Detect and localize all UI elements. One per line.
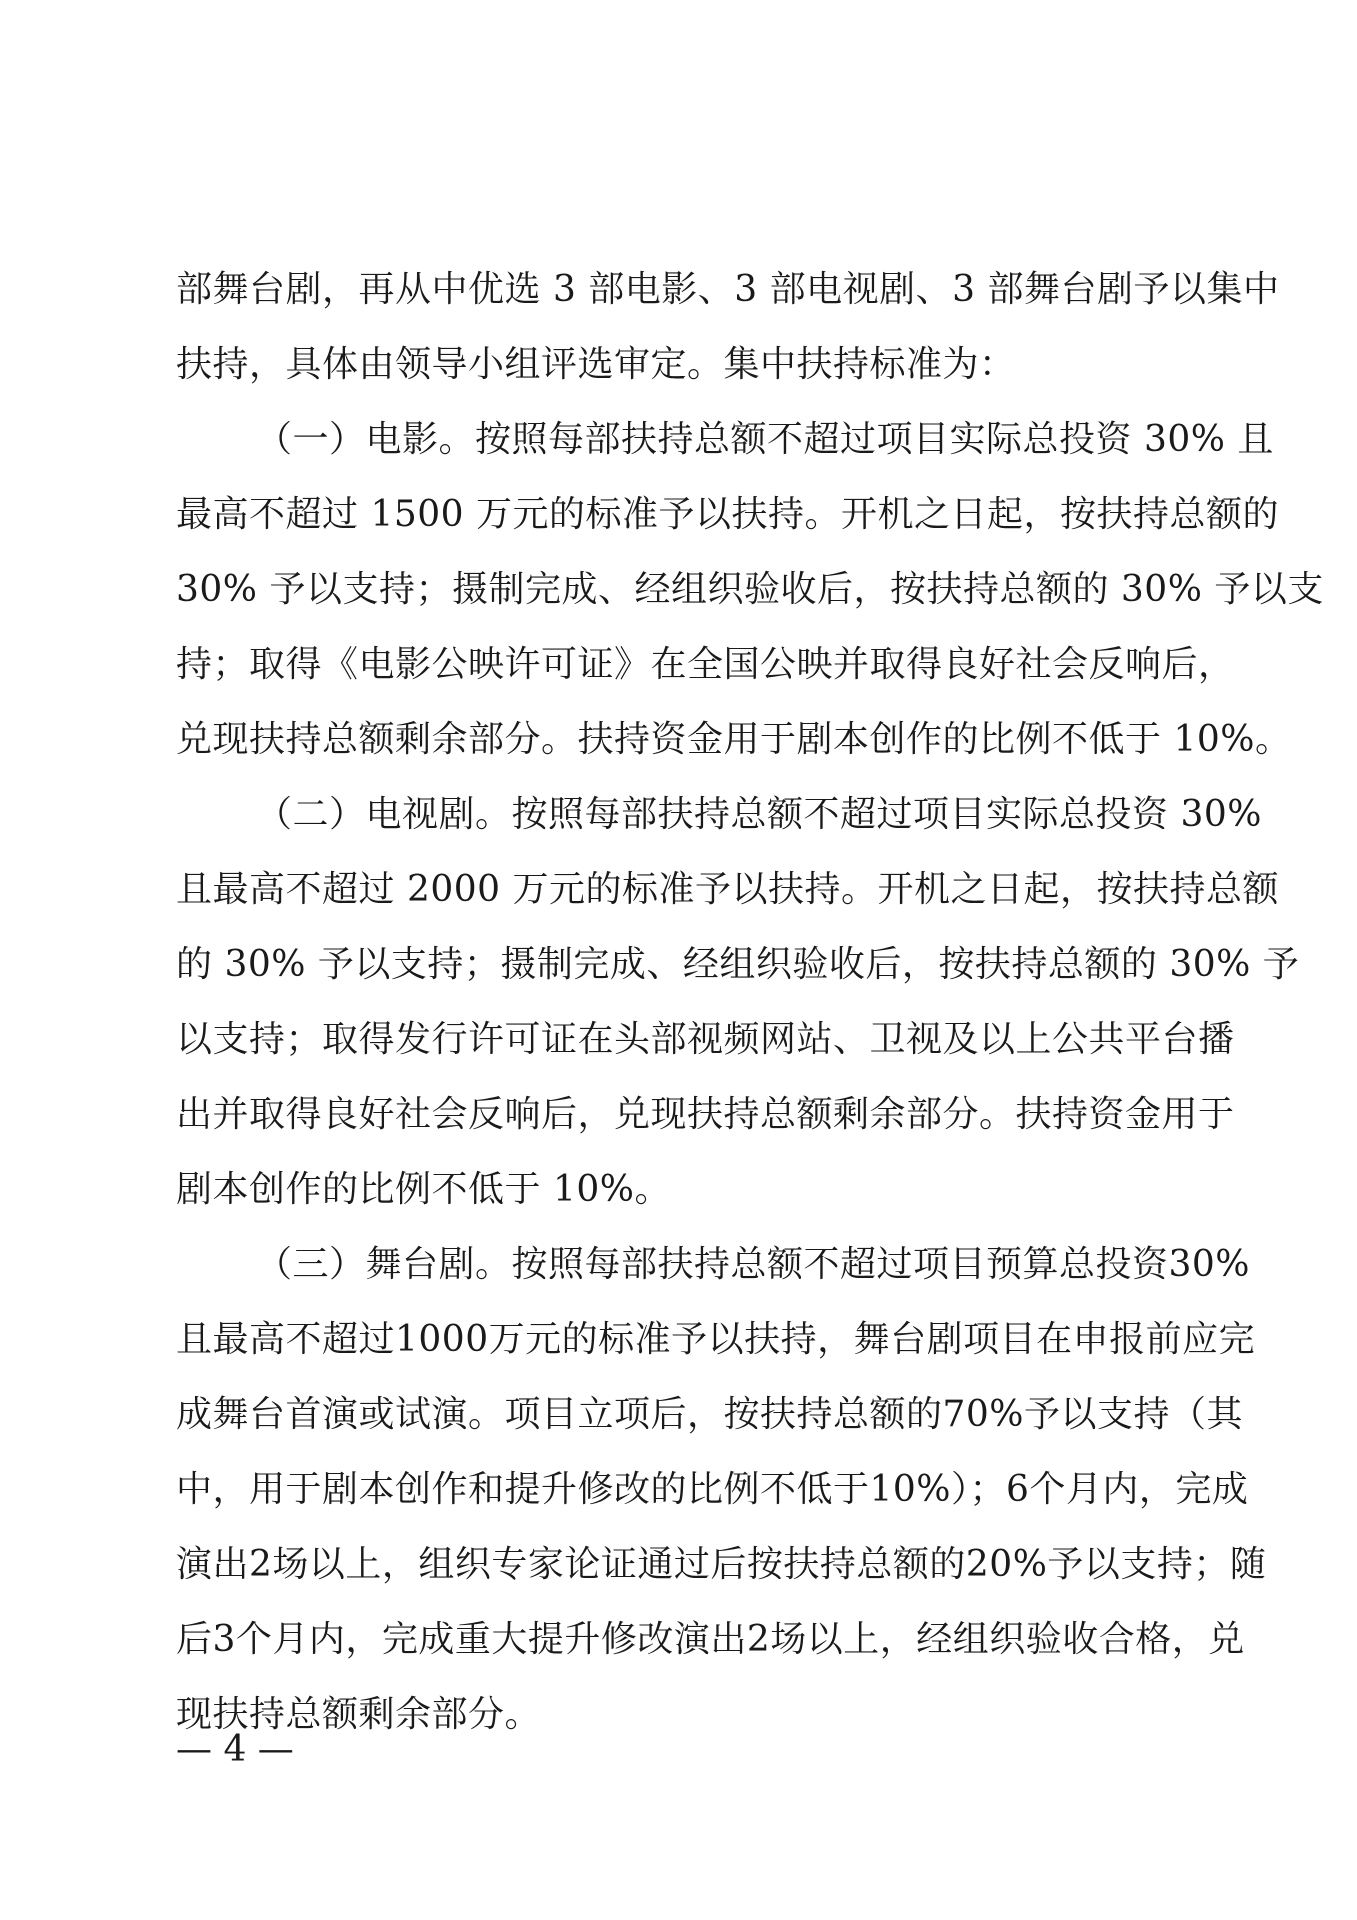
- text-line: 后3个月内，完成重大提升修改演出2场以上，经组织验收合格，兑: [176, 1619, 1245, 1660]
- paragraph-stage-heading-line: （三）舞台剧。按照每部扶持总额不超过项目预算总投资30%: [256, 1244, 1251, 1285]
- text-line: 且最高不超过 2000 万元的标准予以扶持。开机之日起，按扶持总额: [176, 869, 1280, 910]
- text-line: 演出2场以上，组织专家论证通过后按扶持总额的20%予以支持；随: [176, 1544, 1267, 1585]
- text-line: 中，用于剧本创作和提升修改的比例不低于10%）；6个月内，完成: [176, 1469, 1249, 1510]
- page-number: — 4 —: [176, 1729, 294, 1770]
- text-line: 且最高不超过1000万元的标准予以扶持，舞台剧项目在申报前应完: [176, 1319, 1256, 1360]
- text-line: 扶持，具体由领导小组评选审定。集中扶持标准为：: [176, 344, 1016, 385]
- text-line: 兑现扶持总额剩余部分。扶持资金用于剧本创作的比例不低于 10%。: [176, 719, 1292, 760]
- text-line: 最高不超过 1500 万元的标准予以扶持。开机之日起，按扶持总额的: [176, 494, 1280, 535]
- text-line: 30% 予以支持；摄制完成、经组织验收后，按扶持总额的 30% 予以支: [176, 569, 1324, 610]
- document-body: [176, 252, 1324, 1752]
- text-line: 部舞台剧，再从中优选 3 部电影、3 部电视剧、3 部舞台剧予以集中: [176, 269, 1280, 310]
- text-line: 持；取得《电影公映许可证》在全国公映并取得良好社会反响后，: [176, 644, 1235, 685]
- paragraph-tv-heading-line: （二）电视剧。按照每部扶持总额不超过项目实际总投资 30%: [256, 794, 1262, 835]
- text-line: 的 30% 予以支持；摄制完成、经组织验收后，按扶持总额的 30% 予: [176, 944, 1300, 985]
- text-line: 剧本创作的比例不低于 10%。: [176, 1169, 671, 1210]
- paragraph-film-heading-line: （一）电影。按照每部扶持总额不超过项目实际总投资 30% 且: [256, 419, 1274, 460]
- text-line: 成舞台首演或试演。项目立项后，按扶持总额的70%予以支持（其: [176, 1394, 1244, 1435]
- text-line: 现扶持总额剩余部分。: [176, 1694, 542, 1735]
- text-line: 以支持；取得发行许可证在头部视频网站、卫视及以上公共平台播: [176, 1019, 1235, 1060]
- text-line: 出并取得良好社会反响后，兑现扶持总额剩余部分。扶持资金用于: [176, 1094, 1235, 1135]
